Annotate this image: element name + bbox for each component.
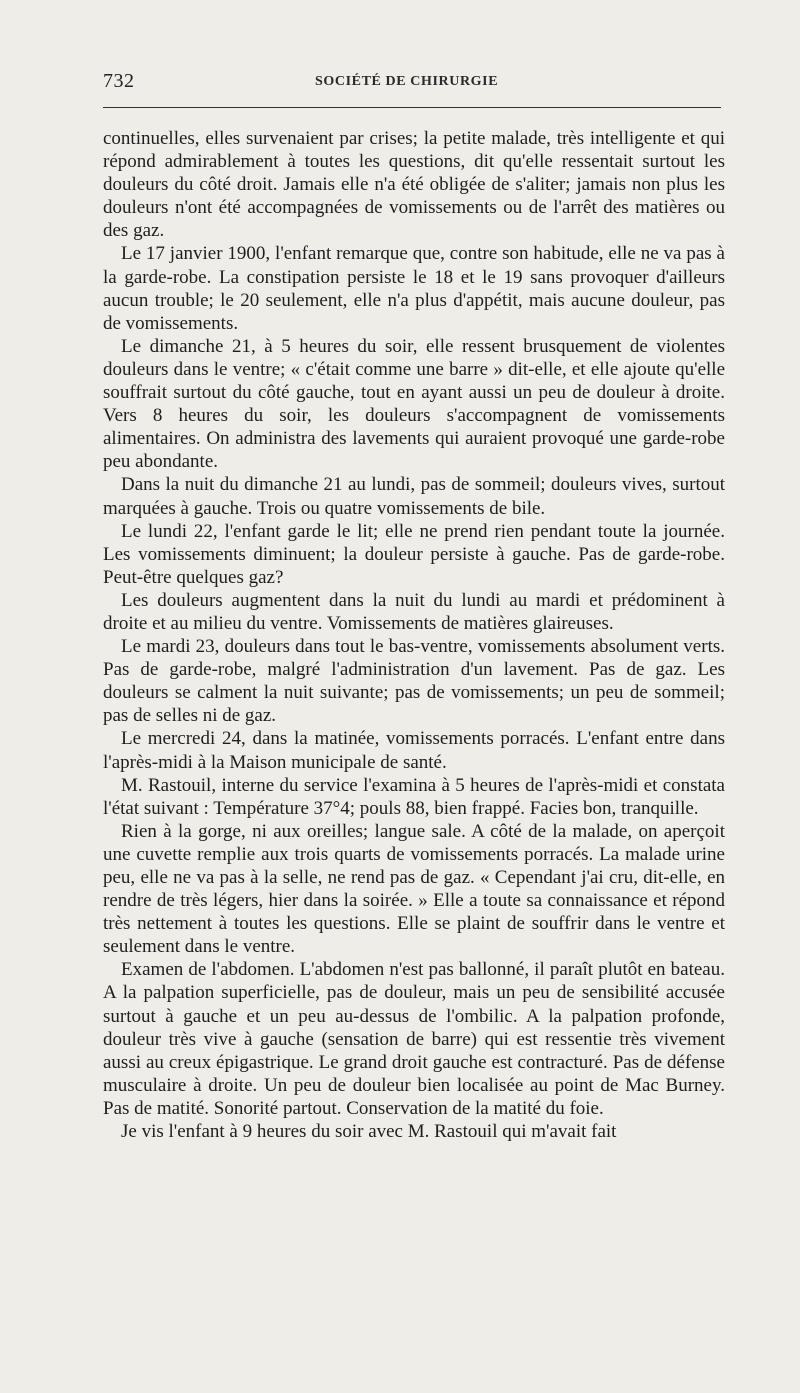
paragraph: Dans la nuit du dimanche 21 au lundi, pas de sommeil; douleurs vives, surtout marquées à gauche. Trois ou quatre vomissements de bile. bbox=[103, 474, 725, 519]
body-text bbox=[103, 127, 725, 1143]
paragraph: continuelles, elles survenaient par crises; la petite malade, très intelligente et qui répond admirablement à toutes les questions, dit qu'elle ressentait surtout les douleurs du côté droit. Jamais elle n'a été obligée de s'aliter; jamais non plus les douleurs n'ont été accompagnées de vomissements ou de l'arrêt des matières ou des gaz. bbox=[103, 128, 725, 242]
running-head: SOCIÉTÉ DE CHIRURGIE bbox=[315, 74, 499, 89]
header-rule bbox=[103, 107, 721, 108]
paragraph: Les douleurs augmentent dans la nuit du lundi au mardi et prédominent à droite et au milieu du ventre. Vomissements de matières glaireuses. bbox=[103, 589, 725, 634]
paragraph: Le dimanche 21, à 5 heures du soir, elle ressent brusquement de violentes douleurs dans le ventre; « c'était comme une barre » dit-elle, et elle ajoute qu'elle souffrait surtout du côté gauche, tout en ayant aussi un peu de douleur à droite. Vers 8 heures du soir, les douleurs s'accompagnent de vomissements alimentaires. On administra des lavements qui auraient provoqué une garde-robe peu abondante. bbox=[103, 335, 725, 473]
paragraph: Le 17 janvier 1900, l'enfant remarque que, contre son habitude, elle ne va pas à la garde-robe. La constipation persiste le 18 et le 19 sans provoquer d'ailleurs aucun trouble; le 20 seulement, elle n'a plus d'appétit, mais aucune douleur, pas de vomissements. bbox=[103, 243, 725, 334]
page-header bbox=[103, 70, 723, 100]
paragraph: Le lundi 22, l'enfant garde le lit; elle ne prend rien pendant toute la journée. Les vomissements diminuent; la douleur persiste à gauche. Pas de garde-robe. Peut-être quelques gaz? bbox=[103, 520, 725, 588]
paragraph: Je vis l'enfant à 9 heures du soir avec M. Rastouil qui m'avait fait bbox=[121, 1121, 617, 1143]
paragraph: Le mardi 23, douleurs dans tout le bas-ventre, vomissements absolument verts. Pas de garde-robe, malgré l'administration d'un lavement. Pas de gaz. Les douleurs se calment la nuit suivante; pas de vomissements; un peu de sommeil; pas de selles ni de gaz. bbox=[103, 636, 725, 727]
paragraph: Rien à la gorge, ni aux oreilles; langue sale. A côté de la malade, on aperçoit une cuvette remplie aux trois quarts de vomissements porracés. La malade urine peu, elle ne va pas à la selle, ne rend pas de gaz. « Cependant j'ai cru, dit-elle, en rendre de très légers, hier dans la soirée. » Elle a toute sa connaissance et répond très nettement à toutes les questions. Elle se plaint de souffrir dans le ventre et seulement dans le ventre. bbox=[103, 820, 725, 958]
paragraph: M. Rastouil, interne du service l'examina à 5 heures de l'après-midi et constata l'état suivant : Température 37°4; pouls 88, bien frappé. Facies bon, tranquille. bbox=[103, 774, 725, 819]
paragraph: Le mercredi 24, dans la matinée, vomissements porracés. L'enfant entre dans l'après-midi à la Maison municipale de santé. bbox=[103, 728, 725, 773]
page-number: 732 bbox=[103, 70, 135, 92]
paragraph: Examen de l'abdomen. L'abdomen n'est pas ballonné, il paraît plutôt en bateau. A la palpation superficielle, pas de douleur, mais un peu de sensibilité accusée surtout à gauche et un peu au-dessus de l'ombilic. A la palpation profonde, douleur très vive à gauche (sensation de barre) qui est ressentie très vivement aussi au creux épigastrique. Le grand droit gauche est contracturé. Pas de défense musculaire à droite. Un peu de douleur bien localisée au point de Mac Burney. Pas de matité. Sonorité partout. Conservation de la matité du foie. bbox=[103, 959, 725, 1119]
